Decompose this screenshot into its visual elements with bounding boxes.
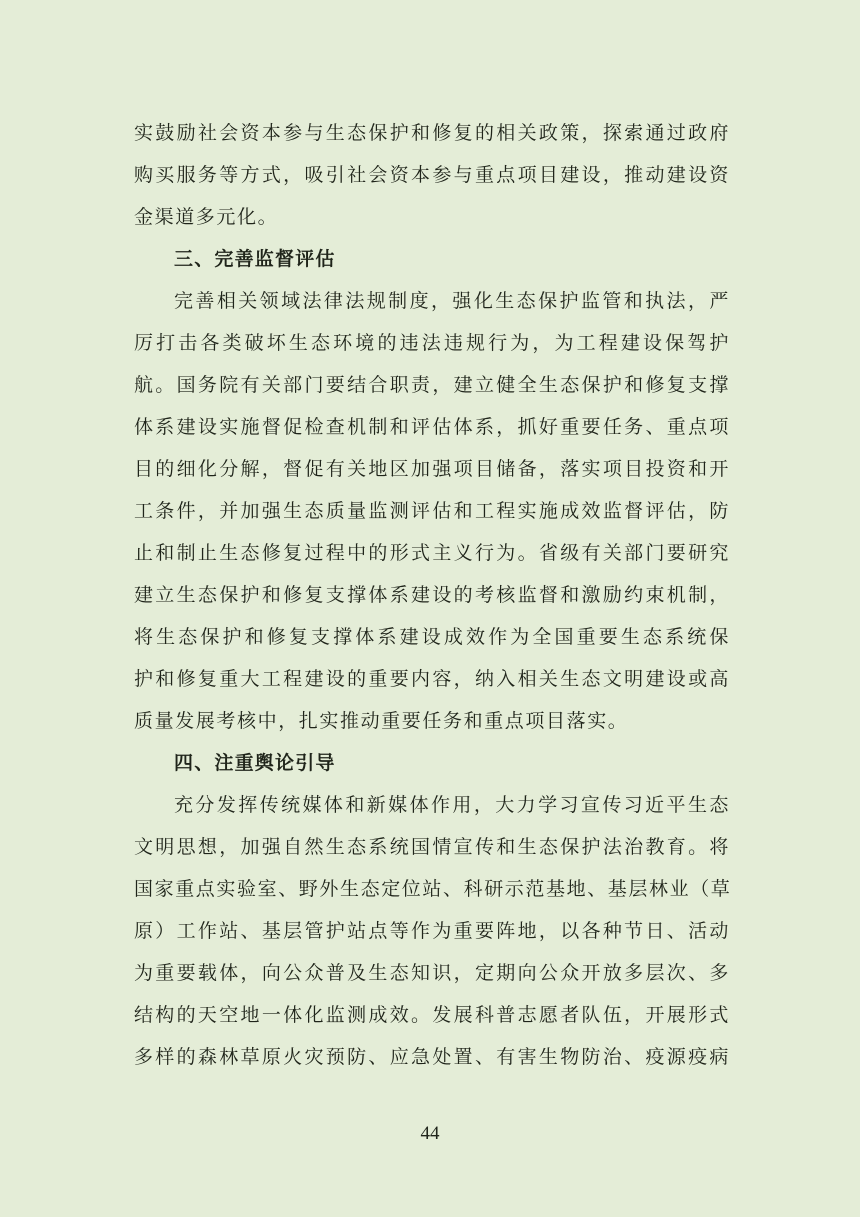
paragraph-line: 充分发挥传统媒体和新媒体作用，大力学习宣传习近平生态 [174, 794, 730, 816]
body-text [134, 112, 730, 1078]
paragraph-line: 建立生态保护和修复支撑体系建设的考核监督和激励约束机制， [134, 584, 730, 606]
paragraph-line: 结构的天空地一体化监测成效。发展科普志愿者队伍，开展形式 [134, 1004, 730, 1026]
section-heading-3: 三、完善监督评估 [174, 248, 336, 270]
paragraph-line: 金渠道多元化。 [134, 206, 279, 228]
paragraph-line: 文明思想，加强自然生态系统国情宣传和生态保护法治教育。将 [134, 836, 730, 858]
paragraph-line: 厉打击各类破坏生态环境的违法违规行为，为工程建设保驾护 [134, 332, 730, 354]
paragraph-line: 工条件，并加强生态质量监测评估和工程实施成效监督评估，防 [134, 500, 730, 522]
paragraph-line: 国家重点实验室、野外生态定位站、科研示范基地、基层林业（草 [134, 878, 732, 900]
paragraph-line: 体系建设实施督促检查机制和评估体系，抓好重要任务、重点项 [134, 416, 730, 438]
paragraph-line: 实鼓励社会资本参与生态保护和修复的相关政策，探索通过政府 [134, 122, 730, 144]
paragraph-line: 多样的森林草原火灾预防、应急处置、有害生物防治、疫源疫病 [134, 1046, 730, 1068]
paragraph-line: 航。国务院有关部门要结合职责，建立健全生态保护和修复支撑 [134, 374, 730, 396]
paragraph-line: 为重要载体，向公众普及生态知识，定期向公众开放多层次、多 [134, 962, 730, 984]
paragraph-line: 目的细化分解，督促有关地区加强项目储备，落实项目投资和开 [134, 458, 730, 480]
paragraph-line: 完善相关领域法律法规制度，强化生态保护监管和执法，严 [174, 290, 730, 312]
section-heading-4: 四、注重舆论引导 [174, 752, 336, 774]
paragraph-line: 质量发展考核中，扎实推动重要任务和重点项目落实。 [134, 710, 629, 732]
paragraph-line: 购买服务等方式，吸引社会资本参与重点项目建设，推动建设资 [134, 164, 730, 186]
paragraph-line: 将生态保护和修复支撑体系建设成效作为全国重要生态系统保 [134, 626, 730, 648]
paragraph-line: 护和修复重大工程建设的重要内容，纳入相关生态文明建设或高 [134, 668, 730, 690]
paragraph-line: 原）工作站、基层管护站点等作为重要阵地，以各种节日、活动 [134, 920, 730, 942]
page-number: 44 [420, 1123, 440, 1144]
paragraph-line: 止和制止生态修复过程中的形式主义行为。省级有关部门要研究 [134, 542, 730, 564]
